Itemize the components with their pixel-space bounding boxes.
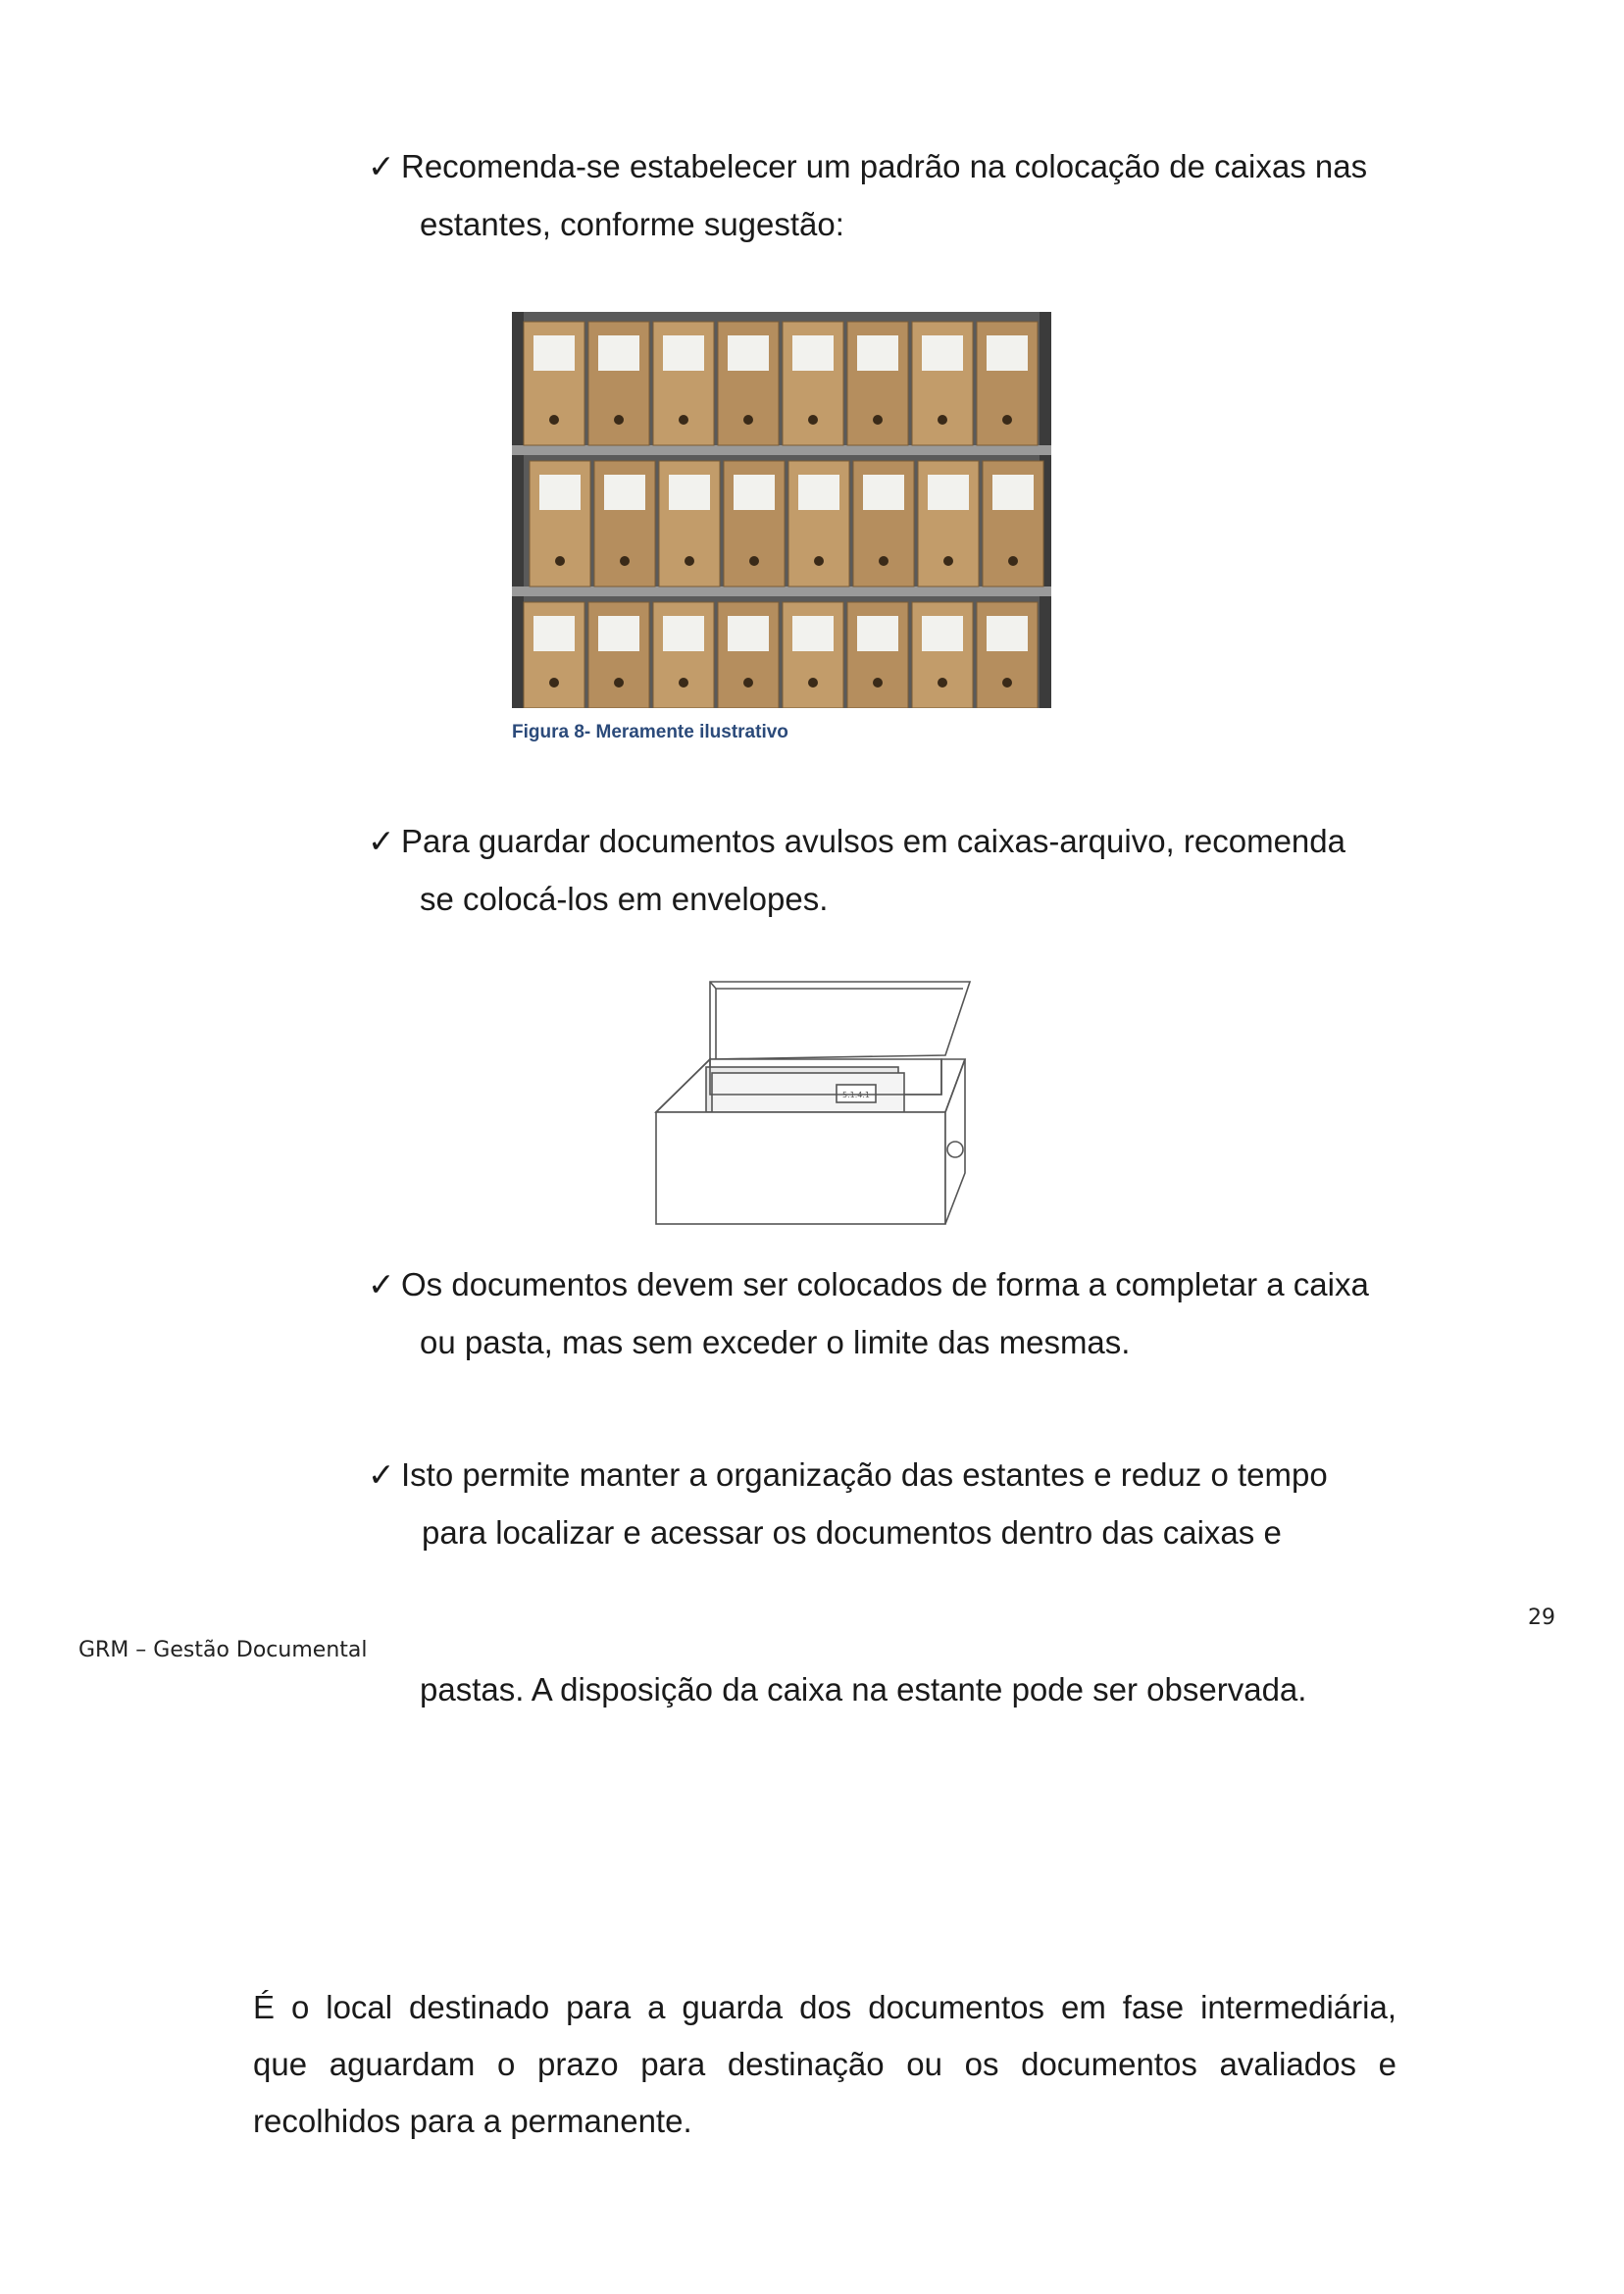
shelf-board	[512, 586, 1051, 596]
bullet-recomenda	[368, 147, 1367, 185]
box-hole	[1002, 678, 1012, 688]
box-hole	[938, 415, 947, 425]
bullet-text-line1: Isto permite manter a organização das estantes e reduz o tempo	[401, 1456, 1328, 1493]
bullet-guardar	[368, 822, 1345, 860]
folder-label: 5.1.4.1	[842, 1091, 870, 1099]
check-icon: ✓	[368, 1455, 395, 1494]
box-label	[604, 475, 645, 510]
box-label	[987, 335, 1028, 371]
box-hole	[873, 678, 883, 688]
bullet-text-line1: Recomenda-se estabelecer um padrão na colocação de caixas nas	[401, 148, 1368, 184]
box-hole	[614, 678, 624, 688]
paragraph-line1: É o local destinado para a guarda dos documentos em fase intermediária,	[253, 1989, 1396, 2025]
box-hole	[679, 415, 688, 425]
bullet-isto	[368, 1455, 1328, 1494]
footer-title: GRM – Gestão Documental	[78, 1638, 368, 1662]
box-hole	[873, 415, 883, 425]
box-hole	[685, 556, 694, 566]
box-label	[598, 616, 639, 651]
box-label	[857, 335, 898, 371]
box-hole	[679, 678, 688, 688]
box-label	[922, 335, 963, 371]
box-label	[663, 335, 704, 371]
bullet-continuation: pastas. A disposição da caixa na estante pode ser observada.	[420, 1671, 1307, 1708]
box-hole	[943, 556, 953, 566]
intermediate-archive-paragraph	[253, 1979, 1396, 2150]
box-hole	[808, 415, 818, 425]
box-label	[922, 616, 963, 651]
box-label	[598, 335, 639, 371]
box-hole	[814, 556, 824, 566]
check-icon: ✓	[368, 147, 395, 185]
box-hole	[614, 415, 624, 425]
box-label	[928, 475, 969, 510]
box-label	[734, 475, 775, 510]
bullet-text-line1: Para guardar documentos avulsos em caixas-arquivo, recomenda	[401, 823, 1345, 859]
box-label	[728, 335, 769, 371]
box-hole	[620, 556, 630, 566]
box-label	[539, 475, 581, 510]
shelf-photo	[512, 312, 1051, 708]
box-label	[992, 475, 1034, 510]
box-label	[533, 616, 575, 651]
paragraph-line2: que aguardam o prazo para destinação ou os documentos avaliados e	[253, 2046, 1396, 2082]
box-hole	[808, 678, 818, 688]
box-label	[792, 335, 834, 371]
box-hole	[549, 415, 559, 425]
box-hole	[749, 556, 759, 566]
box-hole	[743, 415, 753, 425]
check-icon: ✓	[368, 822, 395, 860]
bullet-text-line1: Os documentos devem ser colocados de forma a completar a caixa	[401, 1266, 1369, 1302]
box-label	[987, 616, 1028, 651]
bullet-documentos	[368, 1265, 1369, 1303]
box-label	[792, 616, 834, 651]
box-hole	[743, 678, 753, 688]
box-label	[669, 475, 710, 510]
box-label	[533, 335, 575, 371]
bullet-text-line2: se colocá-los em envelopes.	[420, 881, 829, 917]
box-label	[863, 475, 904, 510]
check-icon: ✓	[368, 1265, 395, 1303]
box-illustration	[651, 977, 975, 1230]
box-label	[663, 616, 704, 651]
figure-caption: Figura 8- Meramente ilustrativo	[512, 722, 788, 742]
box-label	[798, 475, 839, 510]
bullet-text-line2: estantes, conforme sugestão:	[420, 206, 844, 242]
shelf-board	[512, 445, 1051, 455]
bullet-text-line2: ou pasta, mas sem exceder o limite das mesmas.	[420, 1324, 1131, 1360]
box-hole	[549, 678, 559, 688]
box-hole	[1008, 556, 1018, 566]
box-hole	[879, 556, 888, 566]
bullet-text-line2: para localizar e acessar os documentos dentro das caixas e	[422, 1514, 1282, 1551]
box-hole	[1002, 415, 1012, 425]
paragraph-line3: recolhidos para a permanente.	[253, 2103, 692, 2139]
box-hole	[555, 556, 565, 566]
box-label	[728, 616, 769, 651]
box-label	[857, 616, 898, 651]
page-number: 29	[1528, 1606, 1555, 1630]
box-hole	[938, 678, 947, 688]
